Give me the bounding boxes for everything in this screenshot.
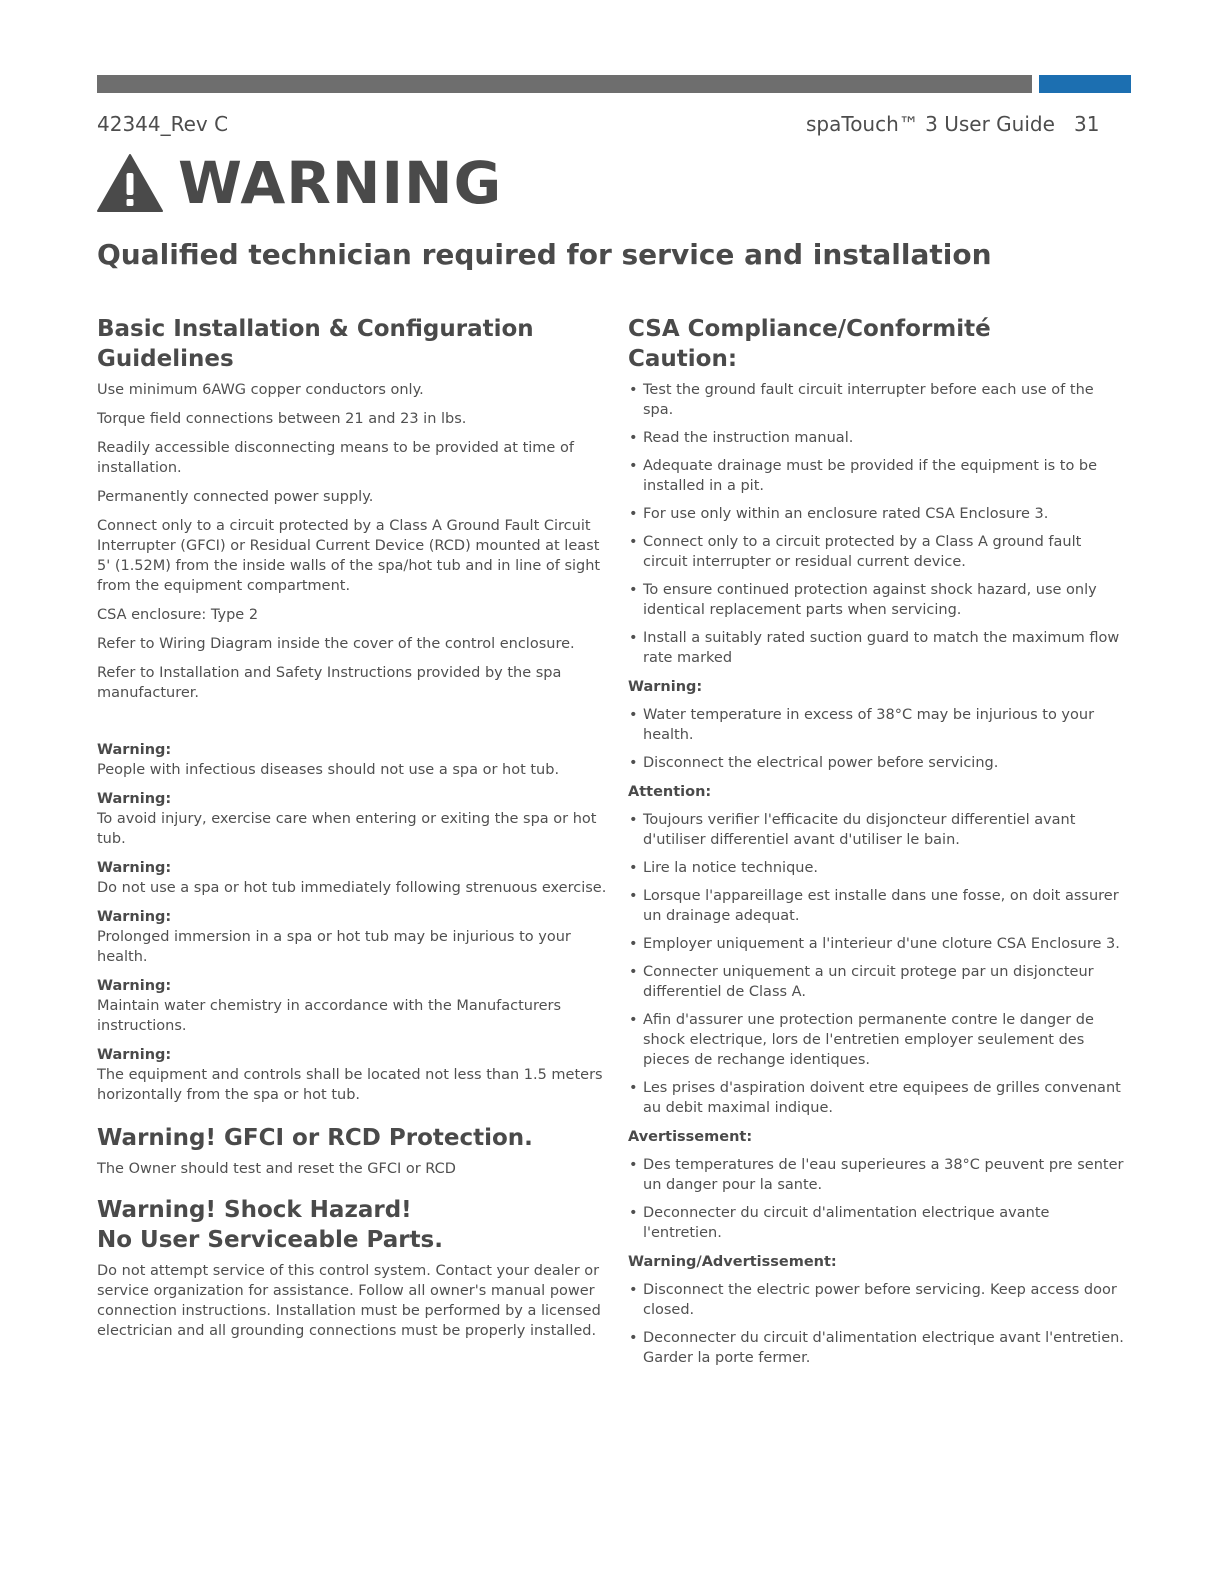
caution-item: • Connect only to a circuit protected by a Class A ground fault circuit interrupter or residual current device. bbox=[628, 532, 1128, 572]
warning-block bbox=[97, 789, 612, 849]
header-bar-blue bbox=[1039, 75, 1131, 93]
warning-block bbox=[97, 858, 612, 898]
shock-heading-line-1: Warning! Shock Hazard! bbox=[97, 1197, 412, 1223]
page-number: 31 bbox=[1074, 112, 1100, 136]
avertissement-label: Avertissement: bbox=[628, 1129, 753, 1145]
warning-title: WARNING bbox=[178, 149, 503, 217]
csa-heading: CSA Compliance/Conformité Caution: bbox=[628, 316, 991, 372]
warning-block-label: Warning: bbox=[97, 742, 172, 758]
warning-block-label: Warning: bbox=[97, 909, 172, 925]
left-column bbox=[97, 314, 612, 1350]
warning-list bbox=[628, 705, 1128, 773]
caution-item: • To ensure continued protection against shock hazard, use only identical replacement parts when servicing. bbox=[628, 580, 1128, 620]
warning-block-text: To avoid injury, exercise care when entering or exiting the spa or hot tub. bbox=[97, 811, 597, 847]
warning-triangle-icon bbox=[96, 153, 164, 213]
attention-item: • Employer uniquement a l'interieur d'une cloture CSA Enclosure 3. bbox=[628, 934, 1128, 954]
warning-block-text: Maintain water chemistry in accordance with the Manufacturers instructions. bbox=[97, 998, 562, 1034]
attention-item: • Afin d'assurer une protection permanente contre le danger de shock electrique, lors de l'entretien employer seulement des pieces de rechange identiques. bbox=[628, 1010, 1128, 1070]
doc-id: 42344_Rev C bbox=[97, 112, 229, 136]
basic-guidelines-list bbox=[97, 380, 612, 703]
guideline-item: Torque field connections between 21 and 23 in lbs. bbox=[97, 411, 467, 427]
attention-label: Attention: bbox=[628, 784, 712, 800]
warning-block-text: Do not use a spa or hot tub immediately following strenuous exercise. bbox=[97, 880, 607, 896]
attention-item: • Les prises d'aspiration doivent etre equipees de grilles convenant au debit maximal indique. bbox=[628, 1078, 1128, 1118]
avertissement-item: • Deconnecter du circuit d'alimentation electrique avante l'entretien. bbox=[628, 1203, 1128, 1243]
warning-label: Warning: bbox=[628, 679, 703, 695]
gfci-heading: Warning! GFCI or RCD Protection. bbox=[97, 1125, 533, 1151]
guideline-item: Refer to Wiring Diagram inside the cover of the control enclosure. bbox=[97, 636, 575, 652]
avertissement-list bbox=[628, 1155, 1128, 1243]
right-column bbox=[628, 314, 1128, 1377]
guideline-item: Permanently connected power supply. bbox=[97, 489, 374, 505]
page-subtitle: Qualified technician required for service and installation bbox=[97, 238, 992, 271]
warning-block-text: The equipment and controls shall be located not less than 1.5 meters horizontally from the spa or hot tub. bbox=[97, 1067, 603, 1103]
warning-block-text: Prolonged immersion in a spa or hot tub may be injurious to your health. bbox=[97, 929, 571, 965]
left-warnings-list bbox=[97, 740, 612, 1105]
attention-item: • Toujours verifier l'efficacite du disjoncteur differentiel avant d'utiliser differentiel avant d'utiliser le bain. bbox=[628, 810, 1128, 850]
warning-item: • Water temperature in excess of 38°C may be injurious to your health. bbox=[628, 705, 1128, 745]
caution-item: • Install a suitably rated suction guard to match the maximum flow rate marked bbox=[628, 628, 1128, 668]
header-bar-gray bbox=[97, 75, 1032, 93]
warning-block bbox=[97, 907, 612, 967]
caution-list bbox=[628, 380, 1128, 668]
guideline-item: Connect only to a circuit protected by a Class A Ground Fault Circuit Interrupter (GFCI) or Residual Current Device (RCD) mounted at least 5' (1.52M) from the inside walls of the spa/hot tub and in line of sight from the equipment compartment. bbox=[97, 518, 601, 594]
avertissement-item: • Des temperatures de l'eau superieures a 38°C peuvent pre senter un danger pour la sante. bbox=[628, 1155, 1128, 1195]
guideline-item: CSA enclosure: Type 2 bbox=[97, 607, 259, 623]
warning-advertissement-list bbox=[628, 1280, 1128, 1368]
warning-block-label: Warning: bbox=[97, 1047, 172, 1063]
warning-block bbox=[97, 740, 612, 780]
caution-item: • Read the instruction manual. bbox=[628, 428, 1128, 448]
warning-block bbox=[97, 976, 612, 1036]
caution-item: • Adequate drainage must be provided if the equipment is to be installed in a pit. bbox=[628, 456, 1128, 496]
warning-advertissement-item: • Disconnect the electric power before servicing. Keep access door closed. bbox=[628, 1280, 1128, 1320]
gfci-text: The Owner should test and reset the GFCI or RCD bbox=[97, 1161, 456, 1177]
guide-title: spaTouch™ 3 User Guide bbox=[806, 112, 1055, 136]
warning-item: • Disconnect the electrical power before servicing. bbox=[628, 753, 1128, 773]
warning-block-label: Warning: bbox=[97, 860, 172, 876]
warning-block-text: People with infectious diseases should not use a spa or hot tub. bbox=[97, 762, 560, 778]
warning-banner bbox=[96, 148, 502, 218]
guideline-item: Refer to Installation and Safety Instructions provided by the spa manufacturer. bbox=[97, 665, 562, 701]
warning-block bbox=[97, 1045, 612, 1105]
attention-item: • Lire la notice technique. bbox=[628, 858, 1128, 878]
shock-heading bbox=[97, 1195, 612, 1255]
caution-item: • Test the ground fault circuit interrupter before each use of the spa. bbox=[628, 380, 1128, 420]
attention-item: • Connecter uniquement a un circuit protege par un disjoncteur differentiel de Class A. bbox=[628, 962, 1128, 1002]
shock-text: Do not attempt service of this control system. Contact your dealer or service organization for assistance. Follow all owner's manual power connection instructions. Installation must be performed by a licensed electrician and all grounding connections must be properly installed. bbox=[97, 1263, 601, 1339]
attention-item: • Lorsque l'appareillage est installe dans une fosse, on doit assurer un drainage adequat. bbox=[628, 886, 1128, 926]
guideline-item: Use minimum 6AWG copper conductors only. bbox=[97, 382, 424, 398]
warning-block-label: Warning: bbox=[97, 978, 172, 994]
guideline-item: Readily accessible disconnecting means to be provided at time of installation. bbox=[97, 440, 574, 476]
warning-advertissement-label: Warning/Advertissement: bbox=[628, 1254, 837, 1270]
caution-item: • For use only within an enclosure rated CSA Enclosure 3. bbox=[628, 504, 1128, 524]
attention-list bbox=[628, 810, 1128, 1118]
warning-block-label: Warning: bbox=[97, 791, 172, 807]
warning-advertissement-item: • Deconnecter du circuit d'alimentation electrique avant l'entretien. Garder la porte fermer. bbox=[628, 1328, 1128, 1368]
shock-heading-line-2: No User Serviceable Parts. bbox=[97, 1227, 443, 1253]
basic-installation-heading: Basic Installation & Configuration Guidelines bbox=[97, 316, 534, 372]
